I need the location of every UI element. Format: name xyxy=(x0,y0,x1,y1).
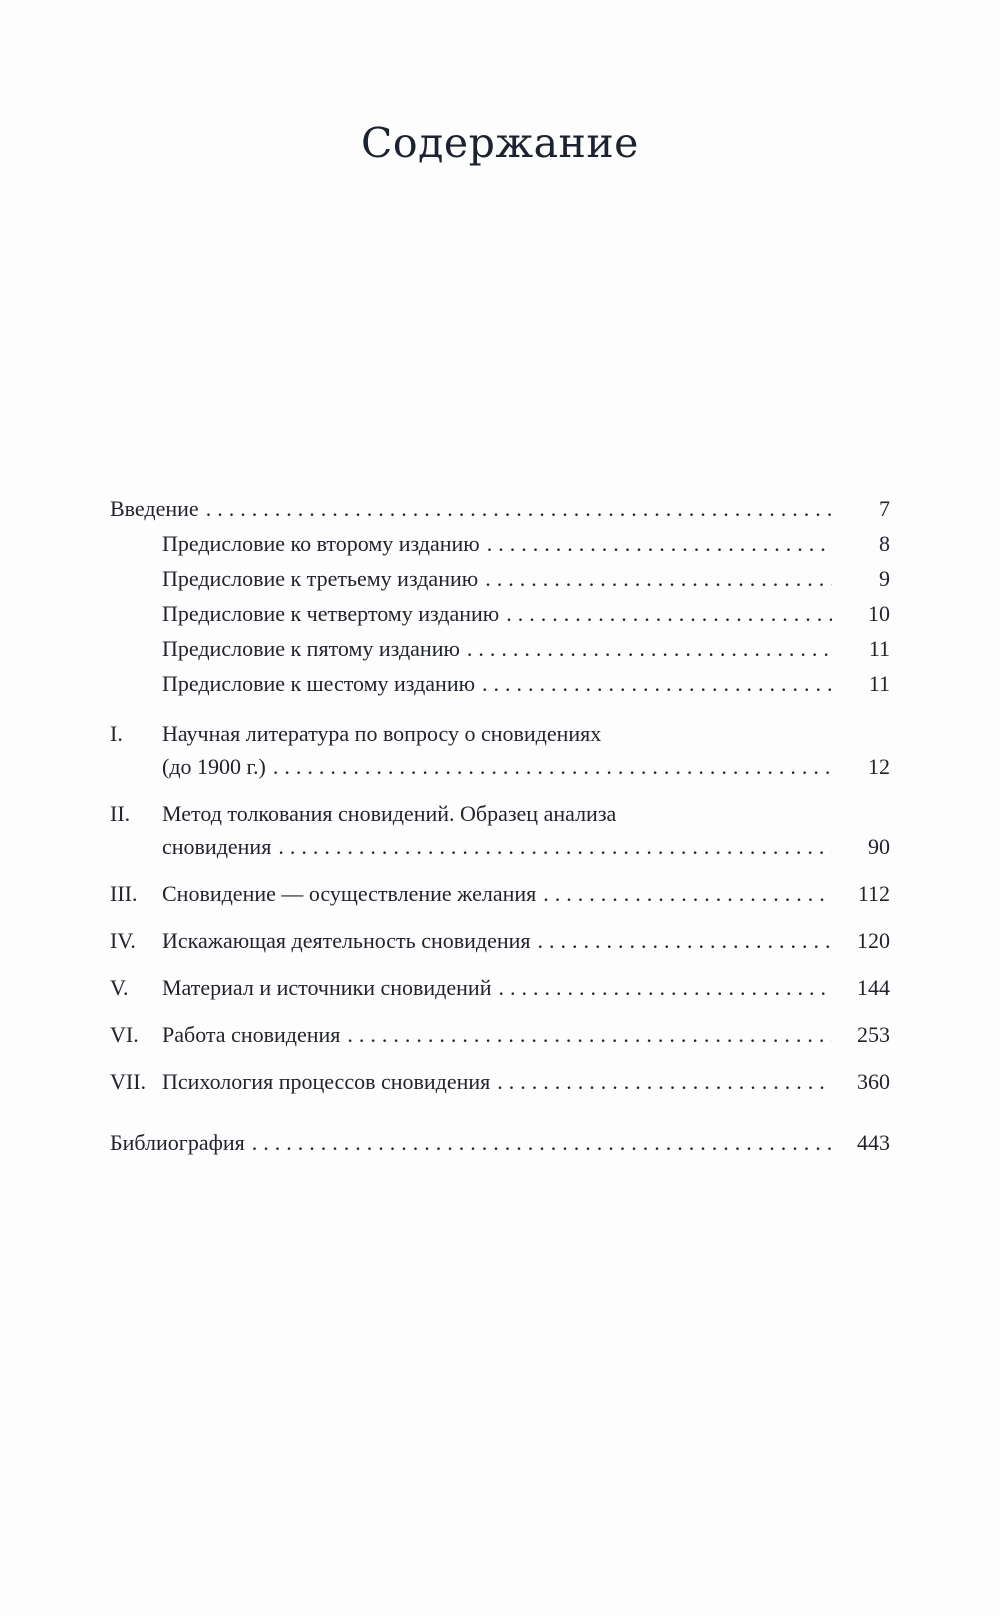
chapter-numeral: V. xyxy=(110,975,129,1000)
dot-leader xyxy=(538,924,832,957)
toc-entry-chapter-5 xyxy=(110,971,890,1004)
toc-entry-preface-6 xyxy=(110,667,890,700)
page-number: 144 xyxy=(857,975,890,1000)
toc-entry-label: Психология процессов сновидения xyxy=(162,1069,491,1094)
toc-entry-preface-3 xyxy=(110,562,890,595)
toc-entry-label: Метод толкования сновидений. Образец анализа xyxy=(162,801,617,826)
toc-entry-label-continued: (до 1900 г.) xyxy=(162,754,266,779)
chapter-numeral: I. xyxy=(110,721,123,746)
toc-entry-label: Библиография xyxy=(110,1130,245,1155)
page-number: 8 xyxy=(879,531,890,556)
toc-entry-chapter-4 xyxy=(110,924,890,957)
dot-leader xyxy=(482,667,832,700)
toc-entry-preface-4 xyxy=(110,597,890,630)
toc-entry-label: Сновидение — осуществление желания xyxy=(162,881,537,906)
toc-entry-chapter-6 xyxy=(110,1018,890,1051)
table-of-contents xyxy=(110,492,890,1159)
toc-entry-chapter-2 xyxy=(110,797,890,863)
page-number: 90 xyxy=(868,834,890,859)
toc-entry-label: Предисловие к третьему изданию xyxy=(162,566,479,591)
dot-leader xyxy=(485,562,832,595)
toc-entry-label: Предисловие к пятому изданию xyxy=(162,636,460,661)
toc-entry-label: Научная литература по вопросу о сновидениях xyxy=(162,721,602,746)
dot-leader xyxy=(347,1018,832,1051)
page-number: 12 xyxy=(868,754,890,779)
page-number: 112 xyxy=(857,881,890,906)
toc-entry-label: Предисловие ко второму изданию xyxy=(162,531,480,556)
page-number: 443 xyxy=(857,1130,890,1155)
page-number: 11 xyxy=(868,671,890,696)
page-number: 7 xyxy=(879,496,890,521)
toc-entry-chapter-1 xyxy=(110,717,890,783)
chapter-numeral: IV. xyxy=(110,928,136,953)
dot-leader xyxy=(497,1065,832,1098)
page-number: 10 xyxy=(868,601,890,626)
dot-leader xyxy=(252,1126,832,1159)
toc-entry-chapter-3 xyxy=(110,877,890,910)
dot-leader xyxy=(467,632,832,665)
toc-entry-label: Предисловие к четвертому изданию xyxy=(162,601,500,626)
toc-entry-introduction xyxy=(110,492,890,525)
toc-entry-label: Введение xyxy=(110,496,199,521)
dot-leader xyxy=(206,492,832,525)
dot-leader xyxy=(273,750,832,783)
toc-entry-label: Искажающая деятельность сновидения xyxy=(162,928,531,953)
chapter-numeral: VII. xyxy=(110,1069,147,1094)
page-number: 9 xyxy=(879,566,890,591)
page-number: 120 xyxy=(857,928,890,953)
toc-entry-label: Работа сновидения xyxy=(162,1022,341,1047)
chapter-numeral: II. xyxy=(110,801,131,826)
toc-entry-preface-5 xyxy=(110,632,890,665)
dot-leader xyxy=(487,527,832,560)
dot-leader xyxy=(543,877,832,910)
toc-entry-preface-2 xyxy=(110,527,890,560)
toc-entry-label-continued: сновидения xyxy=(162,834,272,859)
dot-leader xyxy=(506,597,832,630)
toc-entry-label: Предисловие к шестому изданию xyxy=(162,671,476,696)
page-number: 253 xyxy=(857,1022,890,1047)
page-title: Содержание xyxy=(361,119,639,167)
page-number: 11 xyxy=(868,636,890,661)
dot-leader xyxy=(278,830,832,863)
toc-entry-chapter-7 xyxy=(110,1065,890,1098)
toc-entry-label: Материал и источники сновидений xyxy=(162,975,492,1000)
toc-entry-bibliography xyxy=(110,1126,890,1159)
chapter-numeral: III. xyxy=(110,881,138,906)
chapter-numeral: VI. xyxy=(110,1022,139,1047)
dot-leader xyxy=(498,971,832,1004)
page-number: 360 xyxy=(857,1069,890,1094)
